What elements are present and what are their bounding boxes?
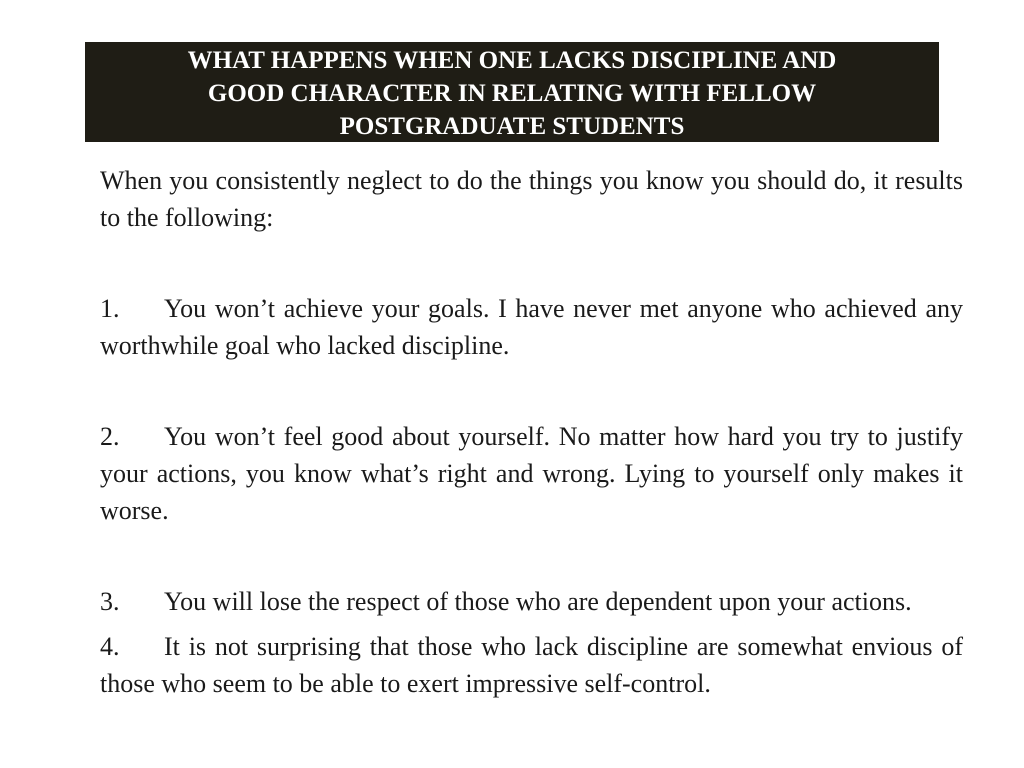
title-line-1: WHAT HAPPENS WHEN ONE LACKS DISCIPLINE AND (187, 47, 837, 74)
list-item-text: You won’t feel good about yourself. No matter how hard you try to justify your actions, you know what’s right and wrong. Lying to yourself only makes it worse. (100, 422, 963, 525)
list-item-number: 4. (100, 632, 120, 661)
list-item-number: 3. (100, 587, 120, 616)
list-item-4 (100, 628, 963, 702)
list-item-1 (100, 290, 963, 364)
list-item-2 (100, 418, 963, 529)
list-item-text: It is not surprising that those who lack discipline are somewhat envious of those who seem to be able to exert impressive self-control. (100, 632, 963, 698)
intro-paragraph: When you consistently neglect to do the things you know you should do, it results to the following: (100, 166, 963, 232)
list-item-text: You won’t achieve your goals. I have never met anyone who achieved any worthwhile goal who lacked discipline. (100, 294, 963, 360)
title-line-2: GOOD CHARACTER IN RELATING WITH FELLOW (207, 80, 817, 107)
title-line-3: POSTGRADUATE STUDENTS (339, 113, 685, 140)
list-item-3 (100, 583, 963, 620)
list-item-number: 1. (100, 294, 120, 323)
list-item-text: You will lose the respect of those who are dependent upon your actions. (164, 587, 912, 616)
title-banner (85, 42, 939, 142)
slide-body (100, 162, 963, 702)
list-item-number: 2. (100, 422, 120, 451)
